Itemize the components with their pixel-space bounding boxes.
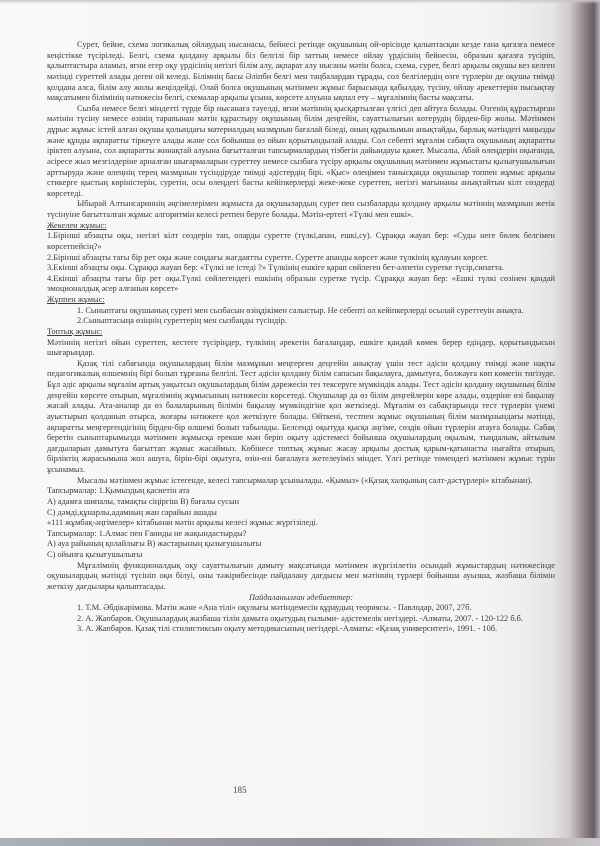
pair-work-heading: Жұппен жұмыс: <box>47 295 105 304</box>
top-shadow <box>0 0 600 4</box>
paragraph-intro: Сурет, бейне, схема логикалық ойлаудың нысанасы, бейнесі ретінде оқушының ой-өрісінде қалыптасқан кезде ғана қағазға немесе кеңістікке түсіріледі. Белгі, схема қолдану арқылы біз белгілі бір заттың немесе ойлау үрдісінің бейнесін, образын қағазға түсіріп, қалыптастыра аламыз, яғни егер оқу үрдісінің негізгі білім алу, ақпарат алу нысаны мәтін болса, схема, сурет, белгі арқылы оқушы кез келген мәтінді суреттей алады деген ой келеді. Білімнің басы Әліпби белгі мен таңбалардан тұрады, сол белгілердің өзге түрлерін де оқушы тиімді қолдана алса, білім алу жолы жеңілдейді. Олай болса оқушының мәтінмен жұмыс барысында қабылдау, түсіну, ойлау әрекеттерін пысықтау мақсатымен білімінің нәтижесін белгі, схемалар арқылы ұсына, көрсете алуына ықпал ету – мұғалімнің басты мақсаты. <box>47 40 555 103</box>
task-line: Тапсырмалар: 1.Қымыздың қасиетін ата <box>47 486 190 496</box>
individual-work-item: 3.Екінші абзацты оқы. Сұраққа жауап бер: «Түлкі не істеді ?» Түлкінің ешкіге қарап сөйлеген бет-әлпетін суретке түсір,сипатта. <box>47 263 504 273</box>
task-line: С) дәмді,құнарлы,адамның жан сарайын ашады <box>47 507 217 517</box>
individual-work-item: 4.Екінші абзацты тағы бір рет оқы.Түлкі сөйлегендегі ешкінің образын суретке түсір. Сұраққа жауап бер: «Ешкі түлкі сөзінен қандай эмоционалдық әсер алғанын көрсет» <box>47 273 555 294</box>
page-number: 185 <box>233 785 247 795</box>
paragraph-test-method: Қазақ тілі сабағында оқушылардың білім мазмұнын меңгерген деңгейін анықтау үшін тест әдісін қолдану тиімді және нақты педагогикалық өлшемнің бірі болып тұрғаны белгілі. Тест әдісін қолдану білім сапасын бақылауға, дамытуға, болжауға көп көмегін тигізуде. Бұл әдіс арқылы мұғалім артық уақытсыз оқушылардың білім дәрежесін тез тексеруге мүмкіндік алады. Тест әдісін қолдану оқушының білім деңгейін көрсете отырып, мұғалімнің жұмысының нәтижесін көрсетеді. Оқушылар да өз білім деңгейлерін көре алады, өздеріне өзі бақылау жасай алады. Ата-аналар да өз балаларының білімін бақылау мүмкіндігіне қол жеткізеді. Мұғалім өз сабақтарында тест түрлерін үнемі ауыстырып қолданып отырса, жоғары нәтижеге қол жеткізуге болады. Өйткені, тестпен жұмыс оқушының білім мазмұнындағы мәтінді, ақпаратты меңгергендігінің бірден-бір өлшемі болып табылады. Белсенді оқытуда қысқа әңгіме, сөздік ойын түрлерін атауға болады. Сабақ беретін сыныптарымызда мәтінмен жұмысқа ерекше мән беріп оқыту әдістемесі бойынша оқушылардың оқылым, тыңдалым, айтылым дағдыларын дамытуға бағыттап жұмыс жасаймыз. Көбінесе топтық жұмыс жасау арқылы достық қарым-қатынасты нығайта отырып, бірліктің жарасымына жол ашуға, бірін-бірі оқытуға, өзін-өзі бағалауға жетелеуіміз міндет. Үлгі ретінде төмендегі мәтінмен жұмыс түрін ұсынамыз. <box>47 358 555 474</box>
task-line: А) ауа райының қолайлығы В) жастарының қызығушылығы <box>47 539 262 549</box>
group-work-text: Мәтіннің негізгі ойын суреттеп, кестеге түсіріңдер, түлкінің әрекетін бағалаңдар, ешкіге қандай көмек берер едіңдер, қорытындысын шығарыңдар. <box>47 337 555 358</box>
individual-work-item: 2.Бірінші абзацты тағы бір рет оқы және соңдағы жағдаятты суретте. Суретте апанды көрсет және түлкінің құлауын көрсет. <box>47 252 489 262</box>
paragraph-diagram: Сызба немесе белгі міндетті түрде бір нысанаға тәуелді, яғни мәтіннің қысқартылған үлгісі деп айтуға болады. Өзгенің құрастырған мәтінін түсіну немесе өзінің тарапынан мәтін құрастыру оқушының білім деңгейін, сауаттылығын көтерудің бірден-бір жолы. Мәтінмен дұрыс жұмыс істей алған оқушы қолындағы материалдың мазмұнын бағалай біледі, оның құрылымын анықтайды, барлық мәтіндегі маңызды және құнды ақпаратты тіркеуге алады және сол бойынша өз ойын қорытындылай алады. Сол себепті мұғалім сабақта оқушының ақпаратты іріктеп алуына, сол ақпаратты жинақтай алуына бағытталған тапсырмалардың тізбегін дайындауы қажет. Мысалы, Абай өлеңдерін оқығанда, әсіресе жыл мезгілдеріне арналған шығармаларын суреттеу немесе сызбаға түсіру арқылы оқушының мәтінмен жұмыстағы қызығушылығын арттыруда және өлеңнің терең мазмұнын түсіндіруде тиімді әдістердің бірі. «Қыс» өлеңімен танысқанда оқушылар топпен жұмыс арқылы стикерге қыстың көріністерін, суретін, осы өлеңдегі басты кейіпкерлерді жеке-жеке суреттеп, негізгі мағынаны анықтайтын кілт сөздерді көрсетеді. <box>47 103 555 198</box>
paragraph-conclusion: Мұғалімнің функционалдық оқу сауаттылығын дамыту мақсатында мәтінмен жүргізілетін осындай жұмыстардың нәтижесінде оқушылардың мәтінді түсініп оқи білуі, оны тәжірибесінде пайдалану дағдысы мен мәтіннің түрлері бойынша ауызша, жазбаша білімін жеткізу дағдылары қалыптасады. <box>47 560 555 591</box>
document-body <box>47 40 555 635</box>
reference-item: 3. А. Жапбаров. Қазақ тілі стилистиксын оқыту методикасының негіздері.-Алматы: «Қазақ университеті», 1991. - 10б. <box>77 624 498 634</box>
task-line: Тапсырмалар: 1.Алмас пен Ғаниды не жақындастырды? <box>47 528 247 538</box>
reference-item: 1. Т.М. Әбдікәрімова. Мәтін және «Ана тілі» оқулығы мәтіндемесін құраудың теориясы. - Павлодар, 2007, 27б. <box>77 603 472 613</box>
individual-work-heading: Жекелеи жұмыс: <box>47 220 107 230</box>
individual-work-item: 1.Бірінші абзацты оқы, негізгі кілт сөздерін тап, оларды суретте (түлкі,апан, ешкі,су). Сұраққа жауап бер: «Суды неге бөлек белгімен көрсетпейсің?» <box>47 231 555 251</box>
paragraph-altynsarin: Ыбырай Алтынсариннің әңгімелерімен жұмыста да оқушылардың сурет пен сызбаларды қолдану арқылы мәтіннің мазмұнын жетік түсінуіне бағытталған жұмыс алгоритмін келесі ретпен беруге болады. Мәтін-ертегі «Түлкі мен ешкі». <box>47 199 555 219</box>
references-heading: Пайдаланылған әдебиеттер: <box>248 592 354 602</box>
paragraph-example: Мысалы мәтінмен жұмыс істегенде, келесі тапсырмалар ұсынылады. «Қымыз» («Қазақ халқының салт-дәстүрлері» кітабынан). <box>77 475 533 485</box>
task-line: «111 жұмбақ-әңгімелер» кітабынан мәтін арқылы келесі жұмыс жүргізіледі. <box>47 518 318 528</box>
task-line: С) ойынға қызығушылығы <box>47 550 143 559</box>
task-line: А) адамға шипалы, тамақты сіңіргіш В) бағалы сусын <box>47 496 240 506</box>
pair-work-item: 2.Сыныптасыңа өзіңнің суреттерің мен сызбаңды түсіндір. <box>77 316 287 326</box>
reference-item: 2. А. Жапбаров. Оқушылардың жазбаша тілін дамыта оқытудың ғылыми- әдістемелік негіздері. -Алматы, 2007. - 120-122 б.б. <box>77 613 523 623</box>
bottom-edge <box>0 838 600 846</box>
pair-work-item: 1. Сыныптағы оқушының суреті мен сызбасын өзіңдікімен салыстыр. Не себепті ол кейіпкерлерді осылай суреттеуін анықта. <box>77 305 524 315</box>
group-work-heading: Топтық жұмыс: <box>47 326 103 336</box>
